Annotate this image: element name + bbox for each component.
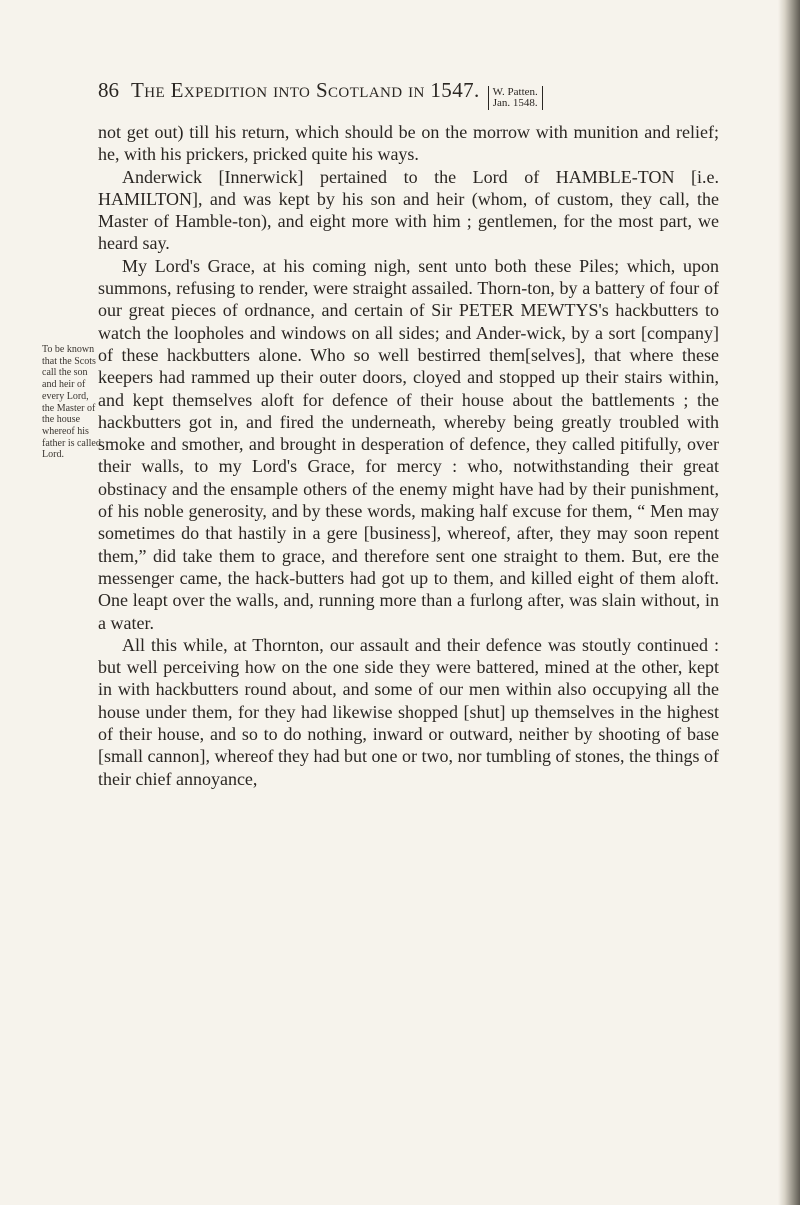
- margin-note: [42, 344, 101, 461]
- margin-note-line: the Master of: [42, 402, 96, 414]
- page-edge-shadow: [778, 0, 800, 1205]
- page-number: 86: [98, 78, 119, 102]
- margin-note-line: every Lord,: [42, 390, 89, 402]
- header-note-date: Jan. 1548.: [492, 97, 538, 109]
- paragraph-thornton: All this while, at Thornton, our assault and their defence was stoutly continued : but well perceiving how on the one side they were battered, mined at the other, kept in with hackbutters round about, and some of our men within also occupying all the house under them, for they had likewise shopped [shut] up themselves in the highest of their house, and so to do nothing, inward or outward, neither by shooting of base [small cannon], whereof they had but one or two, nor tumbling of stones, the things of their chief annoyance,: [98, 634, 719, 789]
- margin-note-line: and heir of: [42, 379, 86, 391]
- paragraph-anderwick: Anderwick [Innerwick] pertained to the Lord of HAMBLE-TON [i.e. HAMILTON], and was kept by his son and heir (whom, of custom, they call, the Master of Hamble-ton), and eight more with him ; gentlemen, for the most part, we heard say.: [98, 166, 719, 254]
- body-text: [98, 121, 719, 790]
- margin-note-line: call the son: [42, 367, 88, 379]
- margin-note-line: the house: [42, 414, 81, 426]
- page-header: [98, 78, 718, 108]
- header-note-author: W. Patten.: [492, 86, 538, 98]
- margin-note-line: To be known: [42, 344, 95, 355]
- margin-note-line: Lord.: [42, 449, 64, 461]
- running-title: The Expedition into Scotland in 1547.: [131, 78, 480, 102]
- margin-note-line: that the Scots: [42, 355, 96, 367]
- paragraph-lords-grace: My Lord's Grace, at his coming nigh, sent unto both these Piles; which, upon summons, refusing to render, were straight assailed. Thorn-ton, by a battery of four of our great pieces of ordnance, and certain of Sir PETER MEWTYS's hackbutters to watch the loopholes and windows on all sides; and Ander-wick, by a sort [company] of these hackbutters alone. Who so well bestirred them[selves], that where these keepers had rammed up their outer doors, cloyed and stopped up their stairs within, and kept themselves aloft for defence of their house about the battlements ; the hackbutters got in, and fired the underneath, whereby being greatly troubled with smoke and smother, and brought in desperation of defence, they called pitifully, over their walls, to my Lord's Grace, for mercy : who, notwithstanding their great obstinacy and the ensample others of the enemy might have had by their punishment, of his noble generosity, and by these words, making half excuse for them, “ Men may sometimes do that hastily in a gere [business], whereof, after, they may soon repent them,” did take them to grace, and therefore sent one straight to them. But, ere the messenger came, the hack-butters had got up to them, and killed eight of them aloft. One leapt over the walls, and, running more than a furlong after, was slain without, in a water.: [98, 255, 719, 633]
- paragraph-continued: not get out) till his return, which should be on the morrow with munition and relief; he, with his prickers, pricked quite his ways.: [98, 122, 719, 165]
- margin-note-line: whereof his: [42, 425, 89, 437]
- margin-note-line: father is called: [42, 437, 101, 449]
- header-side-note: [488, 86, 543, 110]
